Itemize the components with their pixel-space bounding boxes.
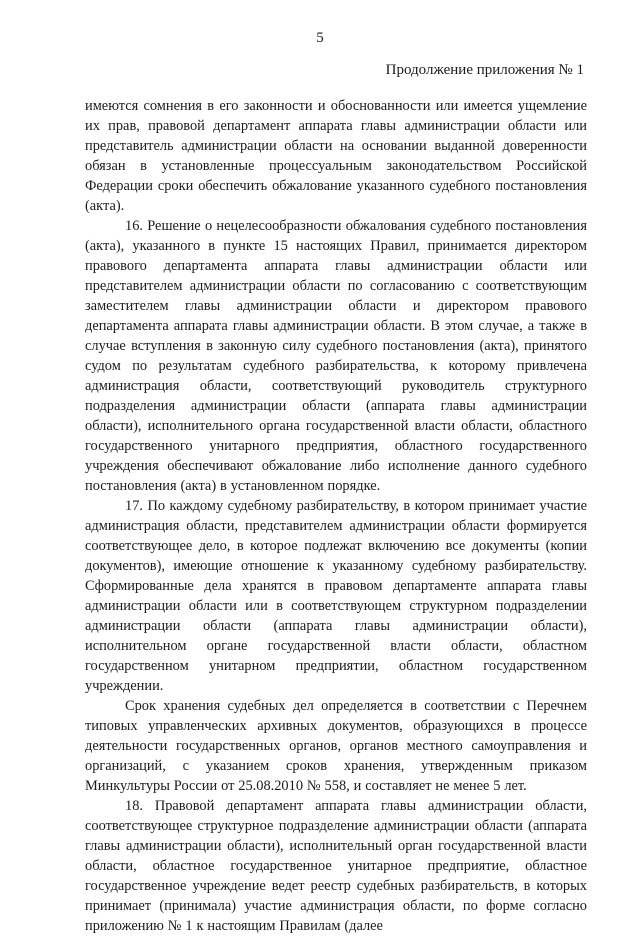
document-body [85,96,587,936]
paragraph-17: 17. По каждому судебному разбирательству, в котором принимает участие администрация области, представителем администрации области формируется соответствующее дело, в которое подлежат включению все документы (копии документов), имеющие отношение к указанному судебному разбирательству. Сформированные дела хранятся в правовом департаменте аппарата главы администрации области или в соответствующем структурном подразделении администрации области (аппарата главы администрации области), исполнительном органе государственной власти области, областном государственном унитарном предприятии, областном государственном учреждении. [85,498,587,694]
appendix-continuation-note: Продолжение приложения № 1 [385,62,584,78]
paragraph-storage-period: Срок хранения судебных дел определяется в соответствии с Перечнем типовых управленческих архивных документов, образующихся в процессе деятельности государственных органов, органов местного самоуправления и организаций, с указанием сроков хранения, утвержденным приказом Минкультуры России от 25.08.2010 № 558, и составляет не менее 5 лет. [85,698,587,794]
paragraph-18: 18. Правовой департамент аппарата главы администрации области, соответствующее структурное подразделение администрации области (аппарата главы администрации области), исполнительный орган государственной власти области, областное государственное унитарное предприятие, областное государственное учреждение ведет реестр судебных разбирательств, в которых принимает (принимала) участие администрация области, по форме согласно приложению № 1 к настоящим Правилам (далее [85,798,587,934]
paragraph-continuation: имеются сомнения в его законности и обоснованности или имеется ущемление их прав, правовой департамент аппарата главы администрации области или представитель администрации области на основании выданной доверенности обязан в установленные процессуальным законодательством Российской Федерации сроки обеспечить обжалование указанного судебного постановления (акта). [85,98,587,214]
page-number: 5 [316,30,324,46]
paragraph-16: 16. Решение о нецелесообразности обжалования судебного постановления (акта), указанного в пункте 15 настоящих Правил, принимается директором правового департамента аппарата главы администрации области или представителем администрации области по согласованию с соответствующим заместителем главы администрации области и директором правового департамента аппарата главы администрации области. В этом случае, а также в случае вступления в законную силу судебного постановления (акта), принятого судом по результатам судебного разбирательства, к которому привлечена администрация области, соответствующий руководитель структурного подразделения администрации области (аппарата главы администрации области), исполнительного органа государственной власти области, областного государственного унитарного предприятия, областного государственного учреждения обеспечивают обжалование либо исполнение данного судебного постановления (акта) в установленном порядке. [85,218,587,494]
